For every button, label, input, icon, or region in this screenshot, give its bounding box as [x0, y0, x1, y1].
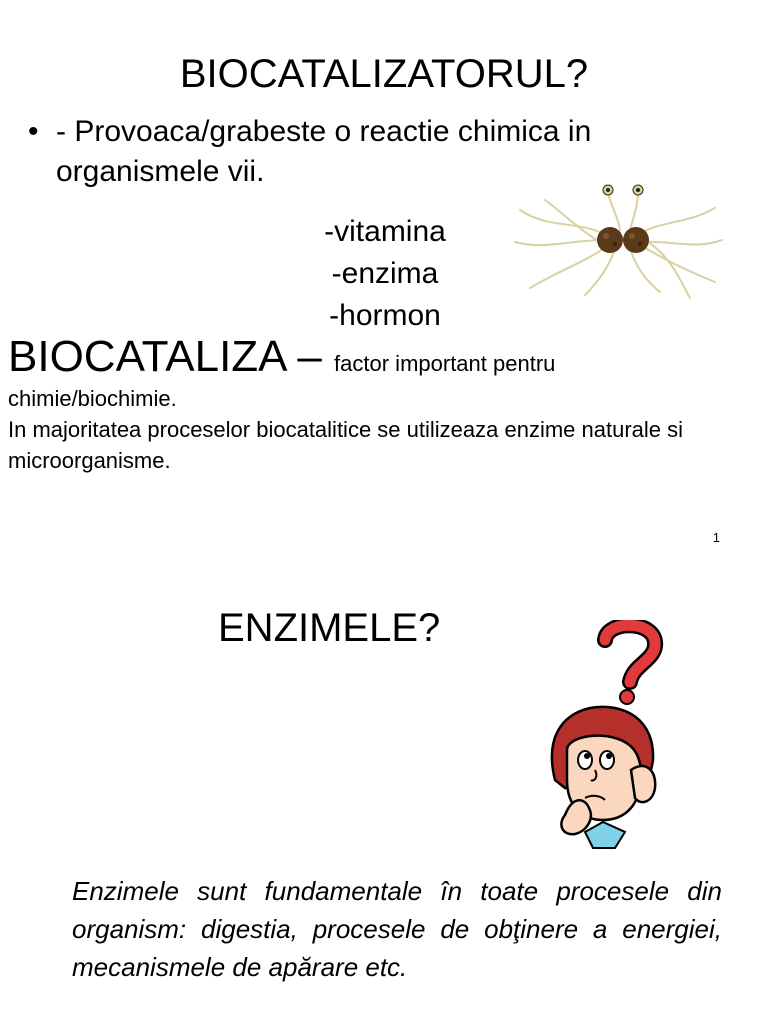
bullet-marker: • — [28, 115, 39, 148]
biocataliza-term: BIOCATALIZA – — [8, 332, 322, 381]
biocatalytic-paragraph: In majoritatea proceselor biocatalitice se utilizeaza enzime naturale si microorganisme. — [8, 417, 684, 473]
biocataliza-definition: factor important pentru — [334, 351, 556, 376]
thinking-person-question-mark-illustration — [545, 620, 665, 850]
enzymes-description: Enzimele sunt fundamentale în toate procesele din organism: digestia, procesele de obţinere a energiei, mecanismele de apărare etc. — [72, 876, 722, 982]
page-number: 1 — [712, 530, 720, 545]
list-item-enzima: -enzima — [331, 257, 439, 290]
biocataliza-heading — [8, 332, 555, 389]
list-item-vitamina: -vitamina — [324, 215, 446, 248]
bullet-text: - Provoaca/grabeste o reactie chimica in organismele vii. — [56, 115, 592, 188]
flying-spaghetti-illustration — [510, 180, 730, 300]
slide-2 — [0, 560, 768, 1024]
list-item-hormon: -hormon — [329, 299, 441, 332]
slide-2-title: ENZIMELE? — [218, 606, 441, 650]
definition-continuation: chimie/biochimie. — [8, 386, 177, 411]
slide-1-title: BIOCATALIZATORUL? — [179, 52, 589, 96]
